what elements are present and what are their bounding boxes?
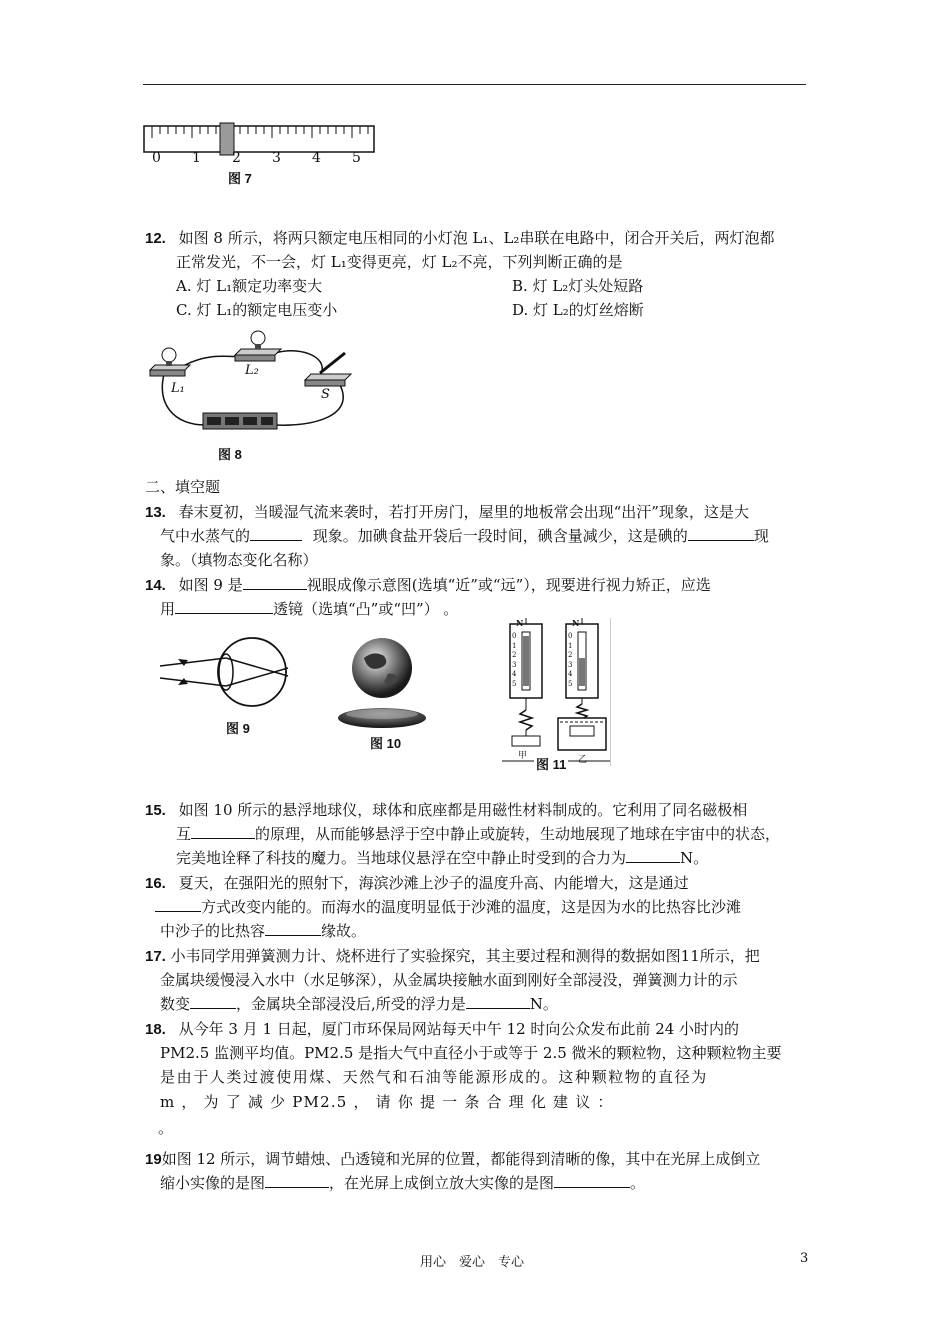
q15-text-2a: 互 xyxy=(176,825,192,843)
answer-blank[interactable] xyxy=(191,824,255,839)
q18-text-3: 是由于人类过渡使用煤、天然气和石油等能源形成的。这种颗粒物的直径为 xyxy=(160,1068,708,1086)
scale-letter: N xyxy=(572,618,580,628)
tick-label: 1 xyxy=(192,150,201,166)
q19-text-2a: 缩小实像的是图 xyxy=(160,1174,266,1192)
tick-label: 5 xyxy=(352,150,361,166)
answer-blank[interactable] xyxy=(265,1173,329,1188)
q17-text-1: 小韦同学用弹簧测力计、烧杯进行了实验探究，其主要过程和测得的数据如图11所示，把 xyxy=(170,947,760,965)
q13-text-2c: 现 xyxy=(753,527,769,545)
q12-option-b: B. 灯 L₂灯头处短路 xyxy=(512,277,644,295)
q12-text-2: 正常发光，不一会，灯 L₁变得更亮，灯 L₂不亮，下列判断正确的是 xyxy=(176,253,623,271)
q17-text-3a: 数变 xyxy=(160,995,191,1013)
q14-text-1b: 视眼成像示意图(选填“近”或“远”），现要进行视力矫正，应选 xyxy=(306,576,711,594)
question-number: 14. xyxy=(145,577,166,594)
scale-number: 0 xyxy=(512,632,517,640)
q15-line-3 xyxy=(176,848,708,868)
header-rule xyxy=(143,84,806,85)
section-heading: 二、填空题 xyxy=(145,478,221,496)
q14-text-2b: 透镜（选填“凸”或“凹”） xyxy=(273,600,432,618)
q15-text-2b: 的原理，从而能够悬浮于空中静止或旋转，生动地展现了地球在宇宙中的状态， xyxy=(255,825,781,843)
q14-text-1a: 如图 9 是 xyxy=(178,576,243,594)
tick-label: 3 xyxy=(272,150,281,166)
scale-number: 0 xyxy=(568,632,573,640)
figure-10 xyxy=(332,632,432,732)
q12-text-1: 如图 8 所示，将两只额定电压相同的小灯泡 L₁、L₂串联在电路中，闭合开关后，两灯泡都 xyxy=(178,229,775,247)
label-s: S xyxy=(321,387,330,402)
q17-line-1 xyxy=(145,946,760,967)
scale-number: 4 xyxy=(568,670,573,678)
bulb-l2 xyxy=(235,331,281,361)
q15-text-3b: N。 xyxy=(680,849,709,867)
figure-7-caption: 图 7 xyxy=(228,171,252,186)
q19-line-1 xyxy=(145,1149,760,1170)
q19-text-1: 如图 12 所示，调节蜡烛、凸透镜和光屏的位置，都能得到清晰的像，其中在光屏上成倒立 xyxy=(161,1150,761,1168)
q14-text-2a: 用 xyxy=(160,600,176,618)
q15-text-1: 如图 10 所示的悬浮地球仪，球体和底座都是用磁性材料制成的。它利用了同名磁极相 xyxy=(178,801,748,819)
battery xyxy=(203,413,277,429)
label-yi: 乙 xyxy=(578,755,588,765)
q16-text-3a: 中沙子的比热容 xyxy=(160,922,266,940)
scale-number: 5 xyxy=(568,679,573,688)
question-number: 19 xyxy=(145,1151,162,1168)
answer-blank[interactable] xyxy=(175,599,273,614)
q17-text-2: 金属块缓慢浸入水中（水足够深），从金属块接触水面到刚好全部浸没，弹簧测力计的示 xyxy=(160,971,738,989)
figure-8-caption: 图 8 xyxy=(218,447,242,462)
scale-number: 1 xyxy=(512,641,517,650)
q19-text-2c: 。 xyxy=(630,1174,646,1192)
scale-number: 3 xyxy=(568,660,573,669)
scale-number: 3 xyxy=(512,660,517,669)
figure-11-caption: 图 11 xyxy=(534,754,568,773)
scale-number: 1 xyxy=(568,641,573,650)
q16-text-1: 夏天，在强阳光的照射下，海滨沙滩上沙子的温度升高、内能增大，这是通过 xyxy=(178,874,689,892)
q13-line-1 xyxy=(145,502,749,523)
q14-line-1 xyxy=(145,575,711,596)
answer-blank[interactable] xyxy=(265,921,321,936)
question-number: 12. xyxy=(145,230,166,247)
label-l2: L₂ xyxy=(245,363,259,378)
figure-10-caption: 图 10 xyxy=(370,736,402,751)
question-number: 17. xyxy=(145,948,166,965)
ruler-graphic xyxy=(140,118,380,168)
answer-blank[interactable] xyxy=(190,994,236,1009)
q14-line-2 xyxy=(160,599,458,619)
q18-line-1 xyxy=(145,1019,739,1040)
bulb-l1 xyxy=(150,348,190,376)
figure-8 xyxy=(145,325,365,435)
figure-9 xyxy=(158,636,298,716)
switch-s xyxy=(305,353,351,386)
label-l1: L₁ xyxy=(171,381,185,396)
q18-text-2: PM2.5 监测平均值。PM2.5 是指大气中直径小于或等于 2.5 微米的颗粒物，这种颗粒物主要 xyxy=(160,1044,782,1062)
answer-blank[interactable] xyxy=(688,526,754,541)
question-number: 15. xyxy=(145,802,166,819)
q16-line-2 xyxy=(155,897,741,917)
circuit-diagram xyxy=(145,325,365,435)
answer-blank[interactable] xyxy=(155,897,201,912)
q15-text-3a: 完美地诠释了科技的魔力。当地球仪悬浮在空中静止时受到的合力为 xyxy=(176,849,627,867)
q12-option-d: D. 灯 L₂的灯丝熔断 xyxy=(512,301,644,319)
figure-9-caption: 图 9 xyxy=(226,721,250,736)
levitating-globe xyxy=(332,632,432,732)
q17-text-3c: N。 xyxy=(529,995,558,1013)
figure-11 xyxy=(502,618,611,766)
answer-blank[interactable] xyxy=(243,575,307,590)
scale-number: 4 xyxy=(512,670,517,678)
q16-text-2b: 方式改变内能的。而海水的温度明显低于沙滩的温度，这是因为水的比热容比沙滩 xyxy=(201,898,742,916)
scale-letter: N xyxy=(516,618,524,628)
question-number: 13. xyxy=(145,504,166,521)
question-number: 18. xyxy=(145,1021,166,1038)
q14-text-2c: 。 xyxy=(443,600,459,618)
answer-blank[interactable] xyxy=(466,994,530,1009)
q16-line-3 xyxy=(160,921,366,941)
q18-text-1: 从今年 3 月 1 日起，厦门市环保局网站每天中午 12 时向公众发布此前 24 小时内的 xyxy=(178,1020,740,1038)
scale-number: 2 xyxy=(568,651,573,659)
q15-line-2 xyxy=(176,824,780,844)
answer-blank[interactable] xyxy=(554,1173,630,1188)
tick-label: 0 xyxy=(152,150,161,166)
tick-label: 2 xyxy=(232,150,241,166)
q18-text-5: 。 xyxy=(158,1119,174,1137)
scale-numbers xyxy=(568,632,576,689)
scale-yi xyxy=(558,618,606,750)
q13-text-1: 春末夏初，当暖湿气流来袭时，若打开房门，屋里的地板常会出现“出汗”现象，这是大 xyxy=(178,503,749,521)
footer-motto: 用心 爱心 专心 xyxy=(420,1255,525,1270)
question-number: 16. xyxy=(145,875,166,892)
answer-blank[interactable] xyxy=(250,526,302,541)
q15-line-1 xyxy=(145,800,747,821)
q17-text-3b: ，金属块全部浸没后,所受的浮力是 xyxy=(236,995,466,1013)
scale-numbers xyxy=(512,632,520,689)
label-jia: 甲 xyxy=(518,751,528,761)
page-number: 3 xyxy=(800,1251,809,1266)
q12-line-1 xyxy=(145,228,774,249)
q12-option-a: A. 灯 L₁额定功率变大 xyxy=(176,277,323,295)
q19-line-2 xyxy=(160,1173,645,1193)
q13-text-3: 象。（填物态变化名称） xyxy=(160,551,318,569)
q13-text-2b: 现象。加碘食盐开袋后一段时间，碘含量减少，这是碘的 xyxy=(312,527,688,545)
tick-label: 4 xyxy=(312,150,321,166)
q13-line-2 xyxy=(160,526,769,546)
q17-line-3 xyxy=(160,994,558,1014)
q16-text-3b: 缘故。 xyxy=(321,922,367,940)
figure-7 xyxy=(140,118,380,188)
q18-text-4: m ， 为 了 减 少 PM2.5 ， 请 你 提 一 条 合 理 化 建 议 ： xyxy=(160,1093,614,1111)
q13-text-2a: 气中水蒸气的 xyxy=(160,527,251,545)
q12-option-c: C. 灯 L₁的额定电压变小 xyxy=(176,301,338,319)
q19-text-2b: ，在光屏上成倒立放大实像的是图 xyxy=(329,1174,555,1192)
scale-number: 2 xyxy=(512,651,517,659)
scale-number: 5 xyxy=(512,679,517,688)
q16-line-1 xyxy=(145,873,689,894)
eye-diagram xyxy=(158,636,298,716)
answer-blank[interactable] xyxy=(626,848,680,863)
